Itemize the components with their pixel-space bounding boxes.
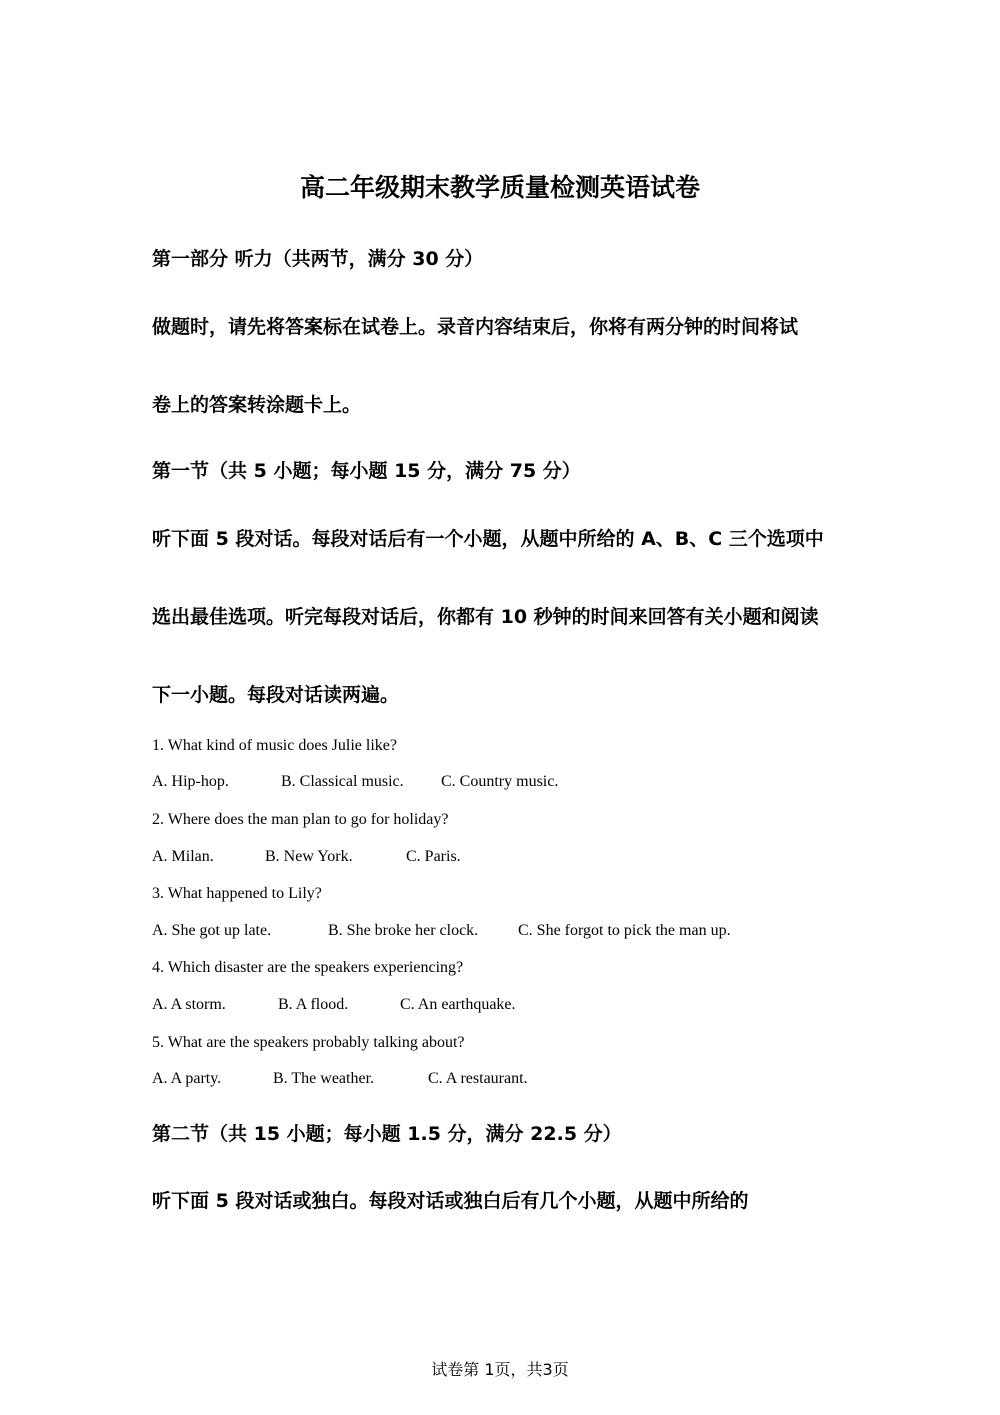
question-2-stem: 2. Where does the man plan to go for holiday? <box>152 811 449 828</box>
question-4-option-c: C. An earthquake. <box>400 996 516 1013</box>
question-1-option-c: C. Country music. <box>441 773 559 790</box>
section2-heading: 第二节（共 15 小题；每小题 1.5 分，满分 22.5 分） <box>152 1123 622 1145</box>
part1-heading: 第一部分 听力（共两节，满分 30 分） <box>152 248 484 270</box>
question-5-option-b: B. The weather. <box>273 1070 375 1087</box>
question-1-option-b: B. Classical music. <box>281 773 404 790</box>
question-3-stem: 3. What happened to Lily? <box>152 885 322 902</box>
question-2-option-b: B. New York. <box>265 848 353 865</box>
section2-instruction-line-1: 听下面 5 段对话或独白。每段对话或独白后有几个小题，从题中所给的 <box>152 1190 749 1212</box>
question-2-option-c: C. Paris. <box>406 848 461 865</box>
question-3-option-b: B. She broke her clock. <box>328 922 479 939</box>
question-4-option-b: B. A flood. <box>278 996 349 1013</box>
question-2-option-a: A. Milan. <box>152 848 214 865</box>
question-3-option-c: C. She forgot to pick the man up. <box>518 922 731 939</box>
question-4-stem: 4. Which disaster are the speakers experiencing? <box>152 959 464 976</box>
page-title: 高二年级期末教学质量检测英语试卷 <box>299 173 700 202</box>
section1-instruction-line-1: 听下面 5 段对话。每段对话后有一个小题，从题中所给的 A、B、C 三个选项中 <box>152 528 824 550</box>
question-5-stem: 5. What are the speakers probably talking about? <box>152 1034 465 1051</box>
page-footer: 试卷第 1页，共3页 <box>431 1360 569 1379</box>
section1-heading: 第一节（共 5 小题；每小题 15 分，满分 75 分） <box>152 460 581 482</box>
question-3-option-a: A. She got up late. <box>152 922 272 939</box>
question-5-option-a: A. A party. <box>152 1070 222 1087</box>
question-1-option-a: A. Hip-hop. <box>152 773 229 790</box>
part1-instruction-line-2: 卷上的答案转涂题卡上。 <box>152 394 362 416</box>
question-5-option-c: C. A restaurant. <box>428 1070 528 1087</box>
section1-instruction-line-3: 下一小题。每段对话读两遍。 <box>152 684 400 706</box>
section1-instruction-line-2: 选出最佳选项。听完每段对话后，你都有 10 秒钟的时间来回答有关小题和阅读 <box>152 606 819 628</box>
part1-instruction-line-1: 做题时，请先将答案标在试卷上。录音内容结束后，你将有两分钟的时间将试 <box>152 316 799 338</box>
question-4-option-a: A. A storm. <box>152 996 226 1013</box>
question-1-stem: 1. What kind of music does Julie like? <box>152 737 397 754</box>
